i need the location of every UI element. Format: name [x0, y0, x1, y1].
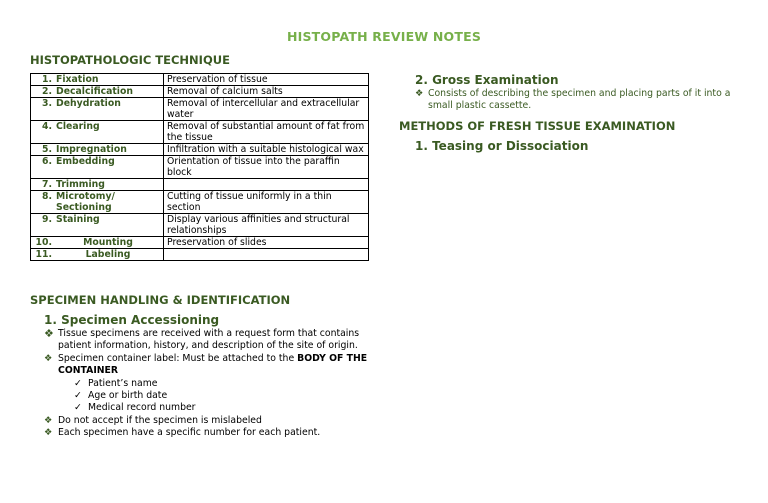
step-number: 4. — [41, 121, 52, 132]
table-row — [31, 237, 369, 249]
technique-table — [30, 73, 369, 261]
step-description-cell: Display various affinities and structural relationships — [164, 214, 369, 237]
step-name-cell — [31, 179, 164, 191]
step-description-cell: Removal of calcium salts — [164, 86, 369, 98]
table-row — [31, 86, 369, 98]
step-description-cell: Preservation of tissue — [164, 74, 369, 86]
diamond-bullet-icon: ❖ — [44, 352, 53, 364]
step-name: Impregnation — [56, 144, 127, 155]
technique-heading: HISTOPATHOLOGIC TECHNIQUE — [30, 53, 230, 67]
step-name: Microtomy/ Sectioning — [56, 191, 115, 213]
list-item: ❖ Tissue specimens are received with a request form that contains patient information, history, and description of the site of origin. — [44, 327, 360, 352]
step-number: 7. — [41, 179, 52, 190]
step-name-cell — [31, 144, 164, 156]
step-description-cell: Orientation of tissue into the paraffin block — [164, 156, 369, 179]
step-name-cell — [31, 121, 164, 144]
table-row — [31, 121, 369, 144]
step-number: 5. — [41, 144, 52, 155]
step-name: Fixation — [56, 74, 99, 85]
step-description-cell: Cutting of tissue uniformly in a thin section — [164, 191, 369, 214]
table-row — [31, 179, 369, 191]
teasing-heading: 1. Teasing or Dissociation — [415, 139, 589, 153]
table-row — [31, 214, 369, 237]
diamond-bullet-icon: ❖ — [44, 427, 53, 439]
step-name: Mounting — [83, 237, 133, 248]
step-number: 10. — [35, 237, 52, 248]
step-name: Dehydration — [56, 98, 121, 109]
fresh-tissue-heading: METHODS OF FRESH TISSUE EXAMINATION — [399, 119, 676, 133]
diamond-bullet-icon: ❖ — [44, 414, 53, 426]
checkmark-icon: ✓ — [74, 390, 82, 402]
step-number: 3. — [41, 98, 52, 109]
step-name: Decalcification — [56, 86, 134, 97]
gross-examination-heading: 2. Gross Examination — [415, 73, 559, 87]
gross-bullet: ❖ Consists of describing the specimen and placing parts of it into a small plastic cassette. — [415, 88, 731, 112]
step-name: Clearing — [56, 121, 100, 132]
step-description-cell: Infiltration with a suitable histological wax — [164, 144, 369, 156]
step-number: 8. — [41, 191, 52, 202]
specimen-heading: SPECIMEN HANDLING & IDENTIFICATION — [30, 293, 291, 307]
table-row — [31, 144, 369, 156]
list-item: ❖ Do not accept if the specimen is mislabeled — [44, 414, 262, 426]
step-name-cell — [31, 237, 164, 249]
step-number: 9. — [41, 214, 52, 225]
step-number: 2. — [41, 86, 52, 97]
diamond-bullet-icon: ❖ — [415, 88, 424, 99]
check-item: ✓ Medical record number — [74, 402, 196, 414]
step-name-cell — [31, 86, 164, 98]
step-name: Staining — [56, 214, 100, 225]
table-row — [31, 98, 369, 121]
step-description-cell: Removal of substantial amount of fat from the tissue — [164, 121, 369, 144]
step-number: 11. — [35, 249, 52, 260]
table-row — [31, 191, 369, 214]
check-item: ✓ Age or birth date — [74, 390, 168, 402]
checkmark-icon: ✓ — [74, 402, 82, 414]
step-name-cell — [31, 74, 164, 86]
specimen-accessioning-heading: 1. Specimen Accessioning — [44, 313, 220, 327]
specimen-bullets — [44, 328, 369, 440]
checkmark-icon: ✓ — [74, 377, 82, 389]
step-name: Labeling — [85, 249, 131, 260]
page-title: HISTOPATH REVIEW NOTES — [286, 29, 482, 44]
table-row — [31, 74, 369, 86]
step-description-cell — [164, 249, 369, 261]
list-item: ❖ Each specimen have a specific number for each patient. — [44, 427, 321, 439]
step-description-cell — [164, 179, 369, 191]
step-name: Trimming — [56, 179, 105, 190]
step-name: Embedding — [56, 156, 115, 167]
step-name-cell — [31, 191, 164, 214]
table-row — [31, 249, 369, 261]
step-name-cell — [31, 98, 164, 121]
check-item: ✓ Patient’s name — [74, 377, 158, 389]
step-description-cell: Removal of intercellular and extracellular water — [164, 98, 369, 121]
list-item: ❖ Specimen container label: Must be attached to the BODY OF THE CONTAINER — [44, 352, 368, 377]
step-name-cell — [31, 214, 164, 237]
step-number: 1. — [41, 74, 52, 85]
step-name-cell — [31, 156, 164, 179]
table-row — [31, 156, 369, 179]
step-name-cell — [31, 249, 164, 261]
diamond-bullet-icon: ❖ — [44, 327, 54, 340]
step-description-cell: Preservation of slides — [164, 237, 369, 249]
step-number: 6. — [41, 156, 52, 167]
